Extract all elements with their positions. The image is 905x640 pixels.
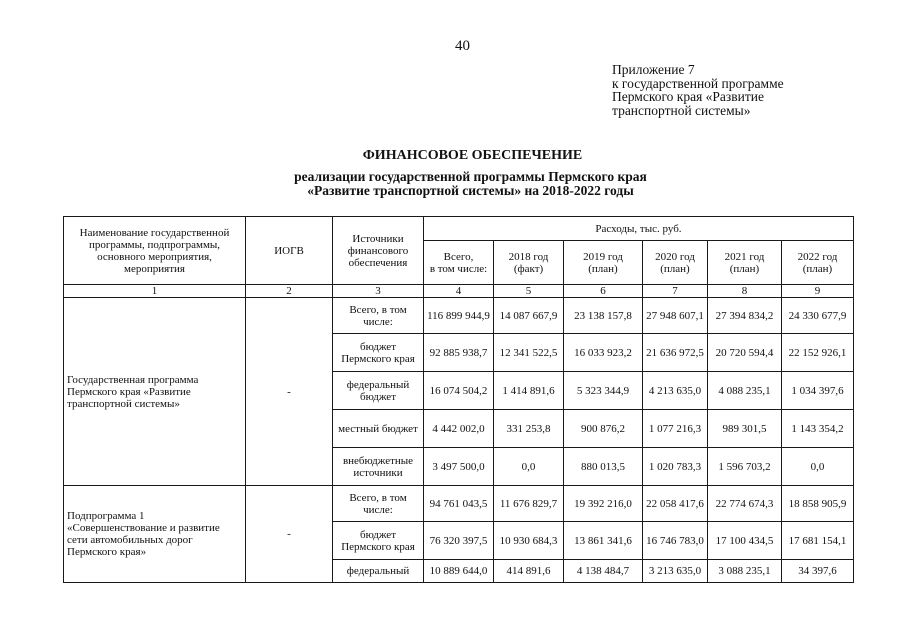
amount-cell: 94 761 043,5	[424, 486, 494, 522]
amount-cell: 1 077 216,3	[643, 410, 708, 448]
amount-cell: 900 876,2	[564, 410, 643, 448]
amount-cell: 13 861 341,6	[564, 522, 643, 560]
amount-cell: 5 323 344,9	[564, 372, 643, 410]
amount-cell: 3 213 635,0	[643, 560, 708, 583]
amount-cell: 1 414 891,6	[494, 372, 564, 410]
appendix-note	[612, 63, 842, 117]
amount-cell: 0,0	[782, 448, 854, 486]
funding-source-cell: местный бюджет	[333, 410, 424, 448]
column-number: 5	[494, 285, 564, 298]
header-year-bottom: (факт)	[513, 262, 544, 275]
amount-cell: 11 676 829,7	[494, 486, 564, 522]
amount-cell: 16 033 923,2	[564, 334, 643, 372]
appendix-line: транспортной системы»	[612, 102, 751, 118]
header-year	[782, 241, 854, 285]
amount-cell: 1 143 354,2	[782, 410, 854, 448]
header-year-top: Всего,	[443, 250, 474, 263]
amount-cell: 16 746 783,0	[643, 522, 708, 560]
amount-cell: 24 330 677,9	[782, 298, 854, 334]
amount-cell: 1 020 783,3	[643, 448, 708, 486]
header-year	[494, 241, 564, 285]
amount-cell: 34 397,6	[782, 560, 854, 583]
header-year-top: 2018 год	[508, 250, 549, 263]
funding-source-cell: Всего, в том числе:	[333, 298, 424, 334]
column-number: 7	[643, 285, 708, 298]
header-year	[643, 241, 708, 285]
amount-cell: 92 885 938,7	[424, 334, 494, 372]
amount-cell: 331 253,8	[494, 410, 564, 448]
amount-cell: 1 596 703,2	[708, 448, 782, 486]
header-year-top: 2021 год	[724, 250, 765, 263]
funding-source-cell: Всего, в том числе:	[333, 486, 424, 522]
column-number: 9	[782, 285, 854, 298]
funding-source-cell: федеральный бюджет	[333, 372, 424, 410]
funding-source-cell: федеральный	[333, 560, 424, 583]
amount-cell: 10 889 644,0	[424, 560, 494, 583]
appendix-line: к государственной программе	[612, 75, 784, 91]
subtitle-line: «Развитие транспортной системы» на 2018-2022 годы	[307, 182, 634, 198]
table-row	[64, 486, 854, 522]
amount-cell: 4 138 484,7	[564, 560, 643, 583]
amount-cell: 4 213 635,0	[643, 372, 708, 410]
amount-cell: 27 394 834,2	[708, 298, 782, 334]
amount-cell: 14 087 667,9	[494, 298, 564, 334]
amount-cell: 10 930 684,3	[494, 522, 564, 560]
amount-cell: 1 034 397,6	[782, 372, 854, 410]
appendix-line: Пермского края «Развитие	[612, 89, 764, 104]
iogv-cell: -	[246, 298, 333, 486]
header-sources: Источники финансового обеспечения	[333, 217, 424, 285]
header-row	[64, 217, 854, 241]
column-number: 4	[424, 285, 494, 298]
amount-cell: 19 392 216,0	[564, 486, 643, 522]
amount-cell: 27 948 607,1	[643, 298, 708, 334]
amount-cell: 23 138 157,8	[564, 298, 643, 334]
amount-cell: 22 774 674,3	[708, 486, 782, 522]
amount-cell: 17 100 434,5	[708, 522, 782, 560]
amount-cell: 3 497 500,0	[424, 448, 494, 486]
funding-source-cell: внебюджетные источники	[333, 448, 424, 486]
column-number: 6	[564, 285, 643, 298]
header-year-bottom: в том числе:	[429, 262, 488, 275]
funding-source-cell: бюджет Пермского края	[333, 522, 424, 560]
header-year	[708, 241, 782, 285]
amount-cell: 3 088 235,1	[708, 560, 782, 583]
amount-cell: 21 636 972,5	[643, 334, 708, 372]
amount-cell: 414 891,6	[494, 560, 564, 583]
column-numbers-row	[64, 285, 854, 298]
header-year	[424, 241, 494, 285]
header-name: Наименование государственной программы, подпрограммы, основного мероприятия, мероприятия	[64, 217, 246, 285]
amount-cell: 76 320 397,5	[424, 522, 494, 560]
amount-cell: 880 013,5	[564, 448, 643, 486]
page-number: 40	[455, 38, 470, 54]
amount-cell: 12 341 522,5	[494, 334, 564, 372]
header-year-top: 2019 год	[583, 250, 623, 263]
amount-cell: 116 899 944,9	[424, 298, 494, 334]
amount-cell: 20 720 594,4	[708, 334, 782, 372]
header-year-bottom: (план)	[660, 262, 690, 275]
program-name-cell: Государственная программа Пермского края «Развитие транспортной системы»	[64, 298, 246, 486]
document-title: ФИНАНСОВОЕ ОБЕСПЕЧЕНИЕ	[362, 148, 583, 163]
funding-source-cell: бюджет Пермского края	[333, 334, 424, 372]
financing-table	[63, 216, 854, 583]
header-year-bottom: (план)	[802, 262, 833, 275]
amount-cell: 22 058 417,6	[643, 486, 708, 522]
header-year-bottom: (план)	[588, 262, 618, 275]
amount-cell: 16 074 504,2	[424, 372, 494, 410]
document-subtitle	[0, 170, 905, 197]
amount-cell: 0,0	[494, 448, 564, 486]
iogv-cell: -	[246, 486, 333, 583]
header-expenses: Расходы, тыс. руб.	[424, 217, 854, 241]
appendix-line: Приложение 7	[612, 62, 695, 77]
column-number: 1	[64, 285, 246, 298]
amount-cell: 4 088 235,1	[708, 372, 782, 410]
header-year	[564, 241, 643, 285]
amount-cell: 17 681 154,1	[782, 522, 854, 560]
subtitle-line: реализации государственной программы Пермского края	[294, 169, 647, 184]
amount-cell: 989 301,5	[708, 410, 782, 448]
header-year-bottom: (план)	[729, 262, 760, 275]
header-year-top: 2022 год	[797, 250, 838, 263]
amount-cell: 22 152 926,1	[782, 334, 854, 372]
amount-cell: 18 858 905,9	[782, 486, 854, 522]
program-name-cell: Подпрограмма 1 «Совершенствование и развитие сети автомобильных дорог Пермского края»	[64, 486, 246, 583]
column-number: 2	[246, 285, 333, 298]
table-row	[64, 298, 854, 334]
header-iogv: ИОГВ	[246, 217, 333, 285]
amount-cell: 4 442 002,0	[424, 410, 494, 448]
column-number: 3	[333, 285, 424, 298]
column-number: 8	[708, 285, 782, 298]
header-year-top: 2020 год	[655, 250, 695, 263]
